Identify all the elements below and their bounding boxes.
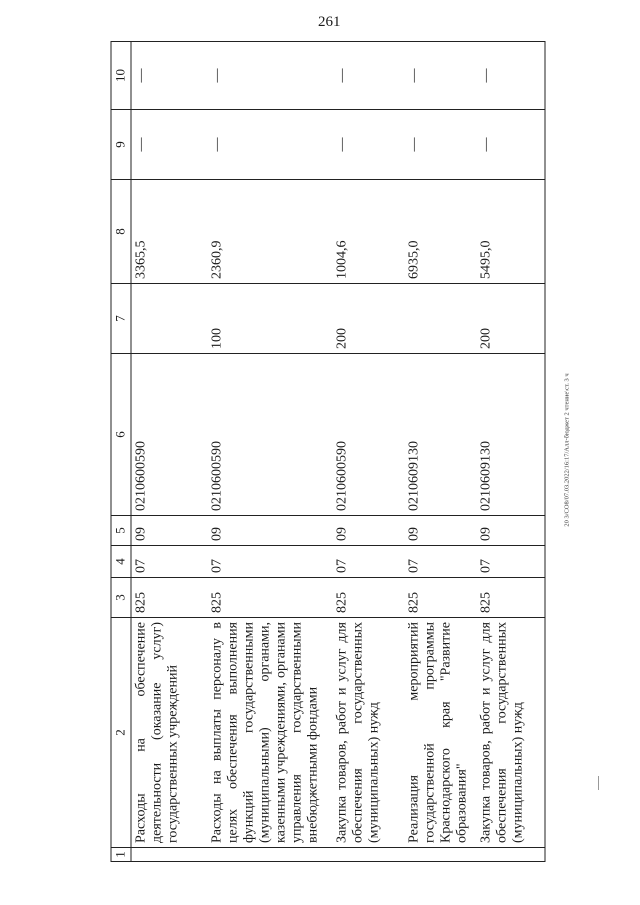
cell-col10: —: [476, 42, 545, 110]
header-cell-8: 8: [111, 180, 131, 284]
cell-col9: —: [131, 110, 207, 180]
header-cell-9: 9: [111, 110, 131, 180]
cell-section: 07: [404, 546, 476, 578]
header-cell-4: 4: [111, 546, 131, 578]
cell-col1: [207, 848, 332, 862]
cell-amount: 3365,5: [131, 180, 207, 284]
row-name: Расходы на обеспечение деятельности (оказание услуг) государственных учреждений: [131, 618, 207, 848]
cell-col1: [332, 848, 404, 862]
header-cell-6: 6: [111, 354, 131, 516]
row-name: Закупка товаров, работ и услуг для обеспечения государственных (муниципальных) нужд: [332, 618, 404, 848]
cell-col1: [476, 848, 545, 862]
cell-type: 200: [476, 284, 545, 354]
table-header-row: [111, 42, 131, 862]
header-cell-7: 7: [111, 284, 131, 354]
table-row: [404, 42, 476, 862]
cell-section: 07: [131, 546, 207, 578]
cell-ministry: 825: [207, 578, 332, 618]
cell-subsection: 09: [404, 516, 476, 546]
table-row: [131, 42, 207, 862]
cell-amount: 6935,0: [404, 180, 476, 284]
header-cell-5: 5: [111, 516, 131, 546]
cell-col10: —: [207, 42, 332, 110]
cell-col10: —: [332, 42, 404, 110]
cell-type: [131, 284, 207, 354]
header-cell-2: 2: [111, 618, 131, 848]
cell-section: 07: [476, 546, 545, 578]
cell-target: 0210609130: [476, 354, 545, 516]
header-cell-1: 1: [111, 848, 131, 862]
cell-col10: —: [404, 42, 476, 110]
cell-section: 07: [207, 546, 332, 578]
table-row: [476, 42, 545, 862]
side-note: 20 3/СО8/07.03.2022/16:17/Алл-бюджет 2 чтение\ст. 3 ч: [563, 373, 571, 527]
cell-col9: —: [476, 110, 545, 180]
cell-col9: —: [207, 110, 332, 180]
cell-type: 100: [207, 284, 332, 354]
cell-subsection: 09: [131, 516, 207, 546]
row-name: Реализация мероприятий государственной программы Краснодарского края "Развитие образования": [404, 618, 476, 848]
page-number: 261: [318, 14, 341, 30]
cell-ministry: 825: [131, 578, 207, 618]
cell-col1: [131, 848, 207, 862]
cell-amount: 5495,0: [476, 180, 545, 284]
cell-col9: —: [404, 110, 476, 180]
cell-amount: 1004,6: [332, 180, 404, 284]
cell-section: 07: [332, 546, 404, 578]
row-name: Расходы на выплаты персоналу в целях обеспечения выполнения функций государственными (муниципальными) органами, казенными учреждениями, органами управления государственными внебюджетными фондами: [207, 618, 332, 848]
cell-target: 0210600590: [207, 354, 332, 516]
row-name: Закупка товаров, работ и услуг для обеспечения государственных (муниципальных) нужд: [476, 618, 545, 848]
header-cell-3: 3: [111, 578, 131, 618]
budget-table: [110, 41, 545, 862]
cell-type: 200: [332, 284, 404, 354]
cell-col1: [404, 848, 476, 862]
cell-col9: —: [332, 110, 404, 180]
cell-target: 0210600590: [131, 354, 207, 516]
cell-col10: —: [131, 42, 207, 110]
cell-target: 0210600590: [332, 354, 404, 516]
cell-amount: 2360,9: [207, 180, 332, 284]
cell-subsection: 09: [207, 516, 332, 546]
cell-ministry: 825: [476, 578, 545, 618]
cell-subsection: 09: [332, 516, 404, 546]
rotated-page: [110, 42, 543, 862]
cell-type: [404, 284, 476, 354]
cell-ministry: 825: [404, 578, 476, 618]
table-row: [332, 42, 404, 862]
header-cell-10: 10: [111, 42, 131, 110]
margin-tick: [598, 776, 599, 790]
cell-subsection: 09: [476, 516, 545, 546]
cell-target: 0210609130: [404, 354, 476, 516]
cell-ministry: 825: [332, 578, 404, 618]
table-row: [207, 42, 332, 862]
table-wrapper: [110, 42, 543, 862]
